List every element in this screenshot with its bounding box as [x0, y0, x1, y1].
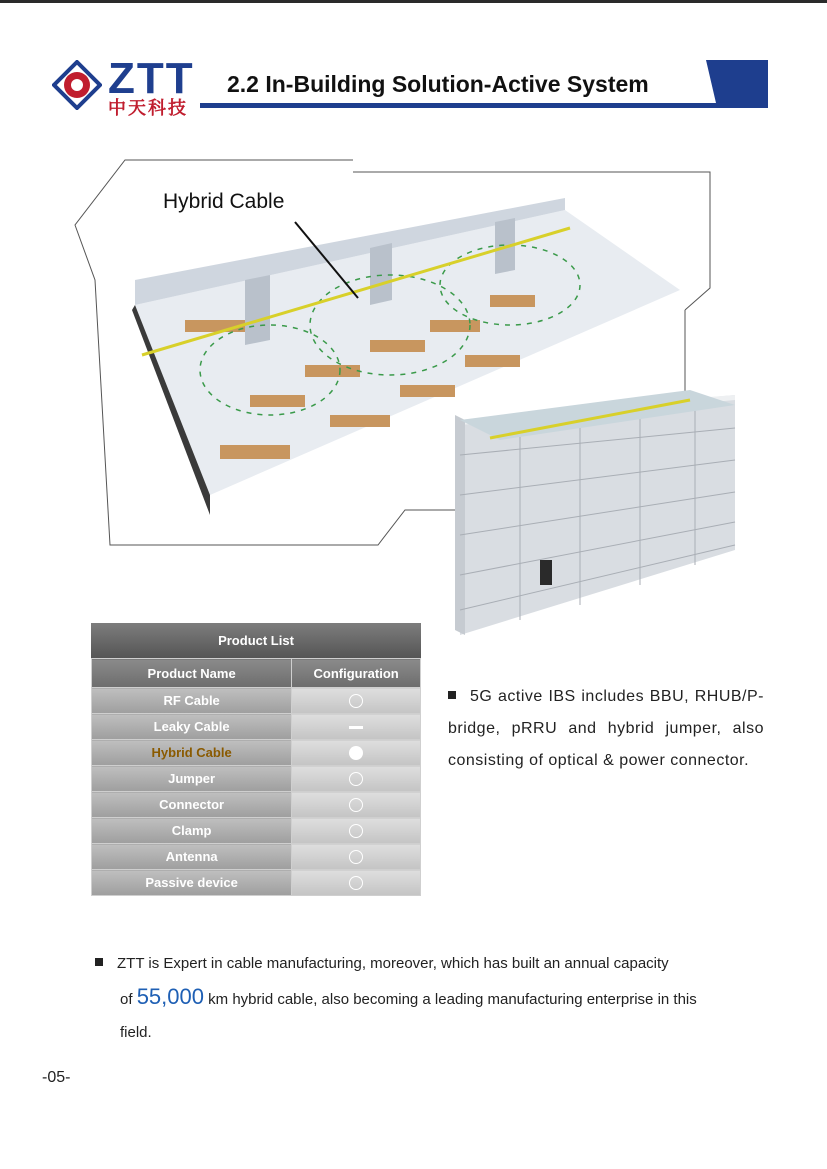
page-top-border — [0, 0, 827, 3]
bullet-text-before: ZTT is Expert in cable manufacturing, moreover, which has built an annual capacity — [117, 955, 669, 972]
building-left-face — [455, 415, 465, 635]
ztt-logo — [52, 54, 212, 119]
bullet-square-icon — [95, 958, 103, 966]
open-circle-icon — [349, 824, 363, 838]
header-tab-accent — [706, 60, 768, 108]
product-name-cell: Passive device — [92, 870, 292, 896]
column-header-configuration: Configuration — [292, 659, 421, 688]
table-row — [92, 870, 421, 896]
open-circle-icon — [349, 772, 363, 786]
bullet-line-2 — [95, 980, 750, 1016]
table-row — [92, 766, 421, 792]
bullet-line-1 — [95, 947, 750, 980]
product-table-caption: Product List — [91, 623, 421, 658]
capacity-value: 55,000 — [136, 984, 204, 1009]
ztt-logo-mark — [52, 60, 102, 110]
configuration-cell — [292, 740, 421, 766]
table-row — [92, 844, 421, 870]
table-row — [92, 818, 421, 844]
table-row — [92, 714, 421, 740]
product-name-cell: Antenna — [92, 844, 292, 870]
bullet-text-prefix: of — [120, 991, 133, 1008]
configuration-cell — [292, 818, 421, 844]
table-row — [92, 792, 421, 818]
product-name-cell: Clamp — [92, 818, 292, 844]
bullet-paragraph-ibs — [448, 681, 764, 777]
product-list-table — [91, 623, 421, 896]
bullet-text-ibs: 5G active IBS includes BBU, RHUB/P-bridge, pRRU and hybrid jumper, also consisting of optical & power connector. — [448, 688, 764, 769]
table-row — [92, 688, 421, 714]
filled-circle-icon — [349, 746, 363, 760]
in-building-illustration — [70, 150, 750, 650]
page-number: -05- — [42, 1069, 71, 1086]
table-row — [92, 740, 421, 766]
product-name-cell: Jumper — [92, 766, 292, 792]
header-rule — [200, 103, 767, 108]
configuration-cell — [292, 766, 421, 792]
hybrid-cable-callout-label: Hybrid Cable — [163, 190, 285, 213]
logo-text: ZTT — [108, 54, 195, 103]
product-name-cell: Hybrid Cable — [92, 740, 292, 766]
bbu-cabinet — [540, 560, 552, 585]
open-circle-icon — [349, 798, 363, 812]
product-name-cell: Connector — [92, 792, 292, 818]
bullet-text-after: km hybrid cable, also becoming a leading manufacturing enterprise in this — [208, 991, 697, 1008]
configuration-cell — [292, 688, 421, 714]
configuration-cell — [292, 714, 421, 740]
column-header-product-name: Product Name — [92, 659, 292, 688]
bullet-text-last: field. — [120, 1024, 152, 1041]
product-name-cell: Leaky Cable — [92, 714, 292, 740]
open-circle-icon — [349, 850, 363, 864]
bullet-paragraph-capacity — [95, 947, 750, 1049]
configuration-cell — [292, 792, 421, 818]
table-header-row — [92, 659, 421, 688]
logo-chinese-text: 中天科技 — [108, 98, 188, 119]
product-name-cell: RF Cable — [92, 688, 292, 714]
section-title: 2.2 In-Building Solution-Active System — [227, 71, 649, 97]
product-table-body — [92, 688, 421, 896]
open-circle-icon — [349, 694, 363, 708]
dash-icon — [349, 726, 363, 729]
bullet-line-3 — [95, 1016, 750, 1049]
bullet-square-icon — [448, 691, 456, 699]
configuration-cell — [292, 844, 421, 870]
configuration-cell — [292, 870, 421, 896]
open-circle-icon — [349, 876, 363, 890]
